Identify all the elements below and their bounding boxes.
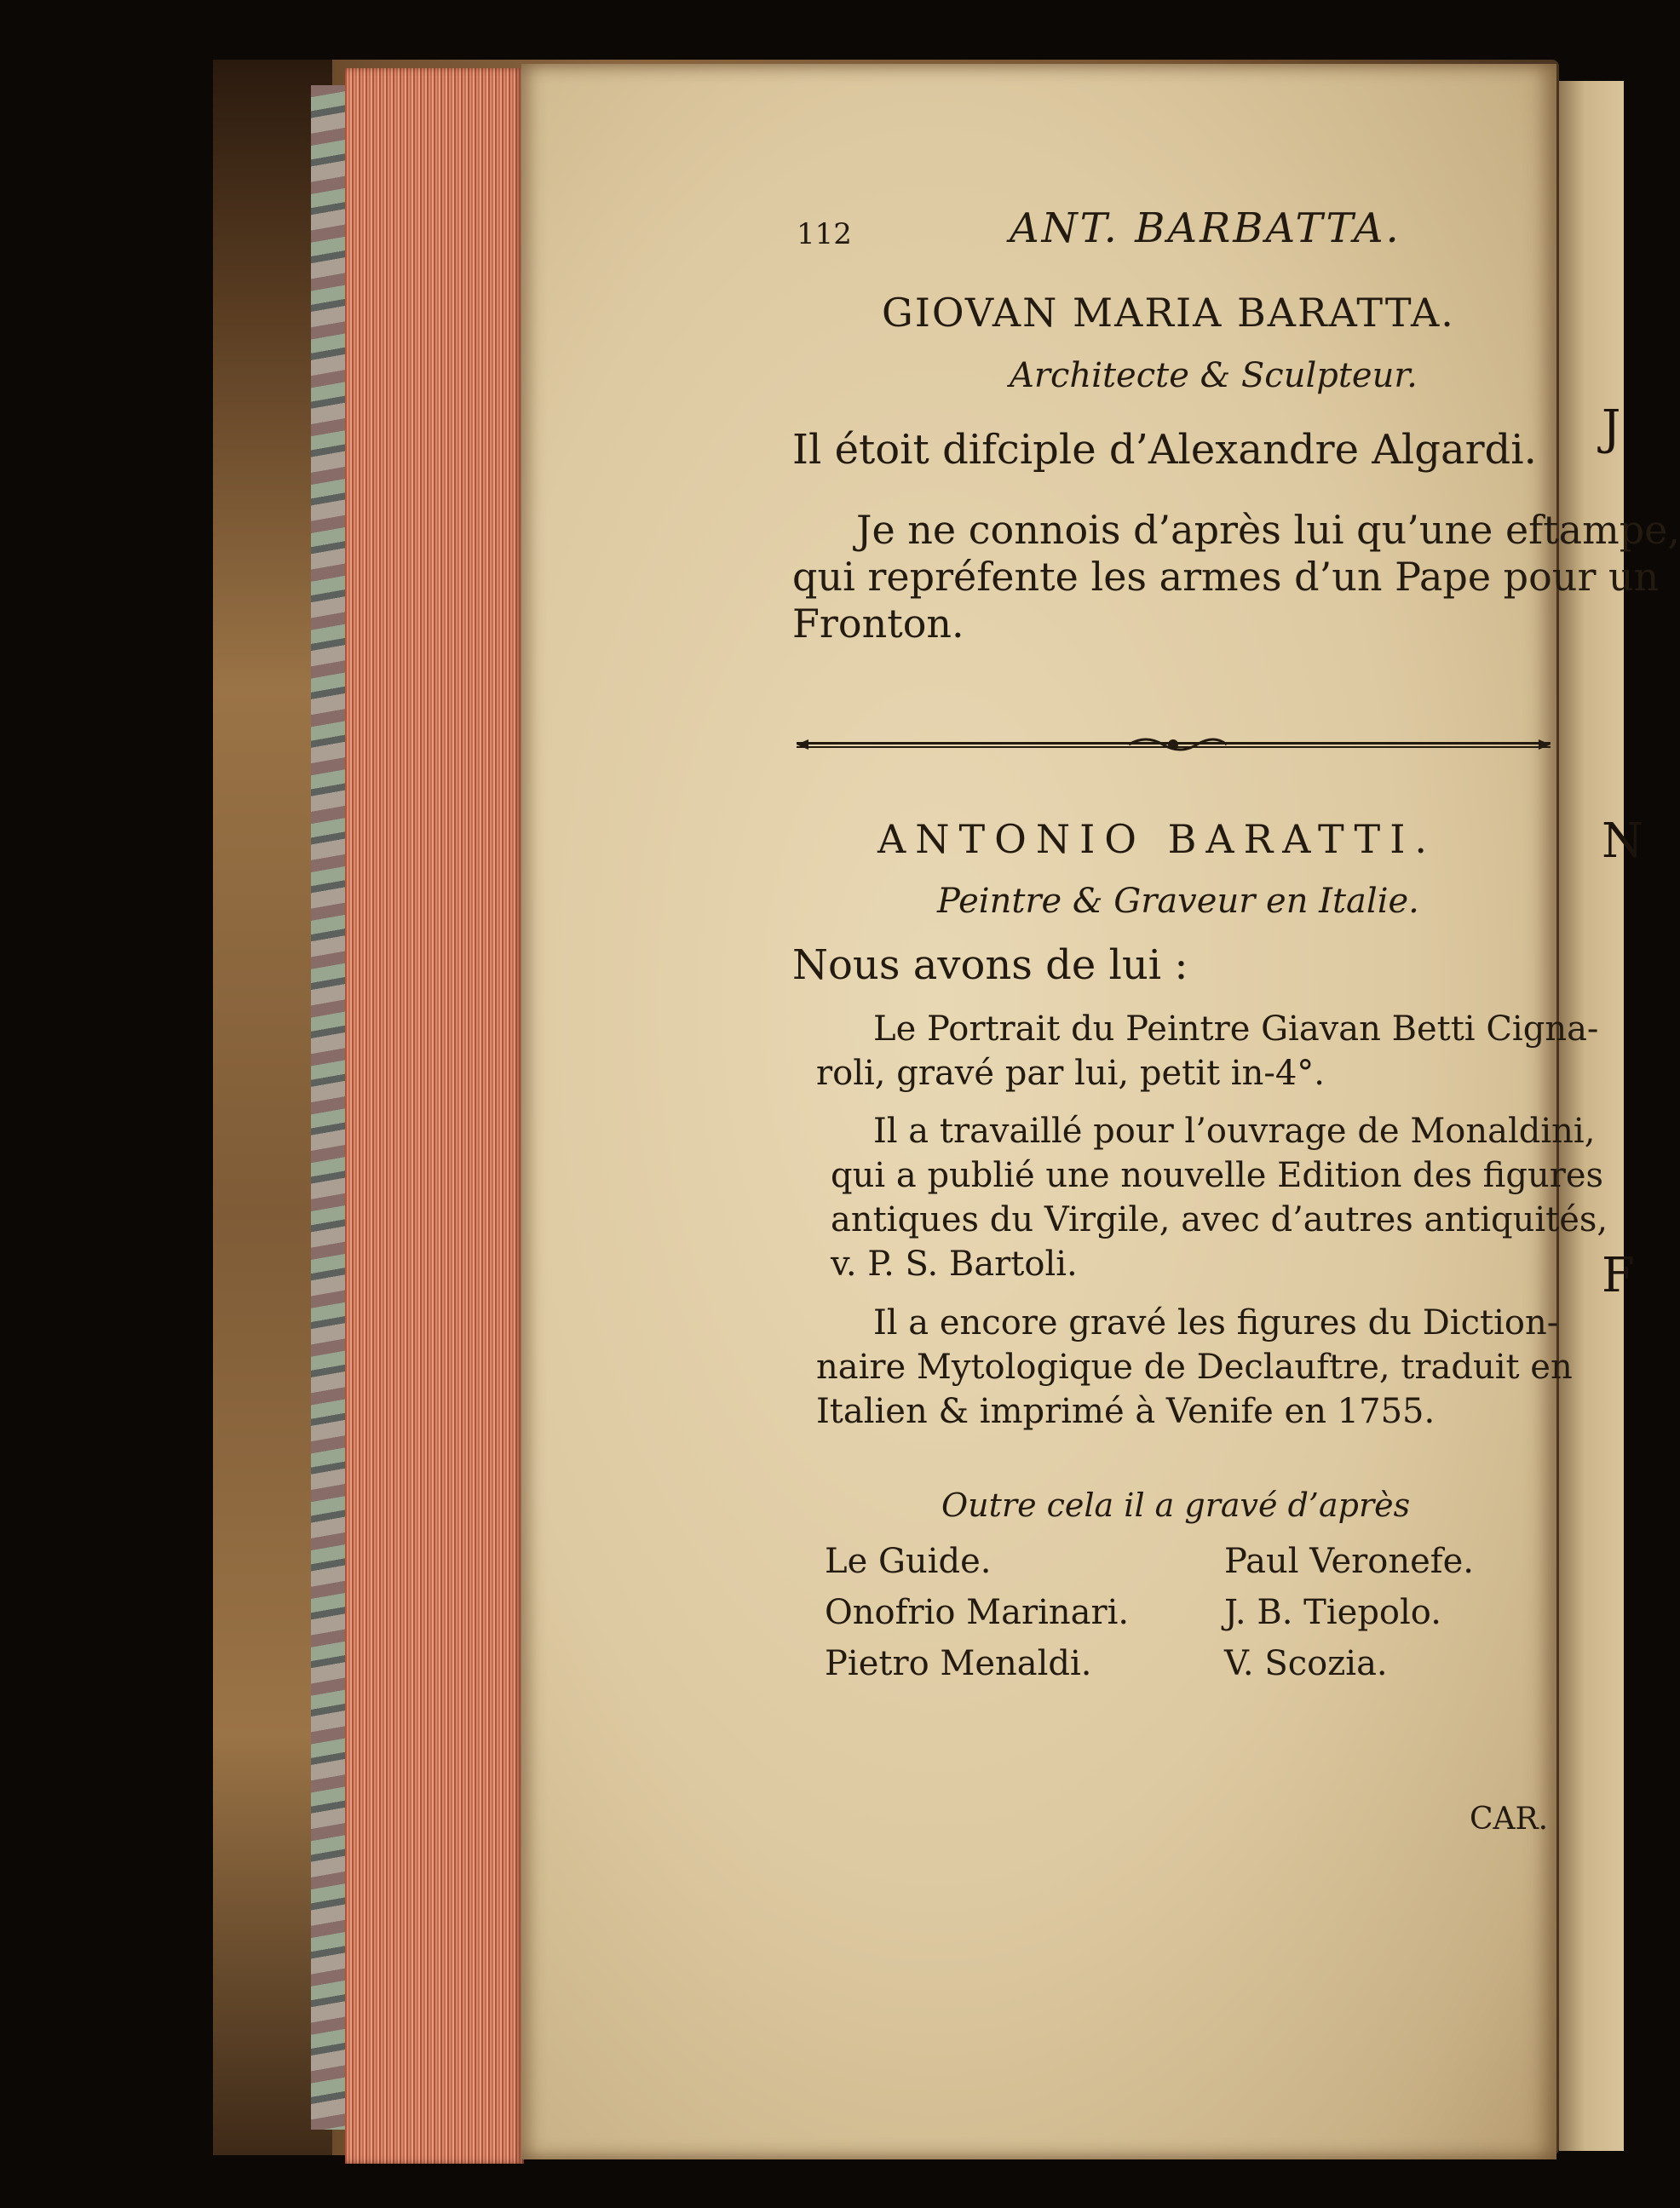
ornamental-divider	[797, 734, 1551, 755]
text-line: Fronton.	[792, 601, 964, 647]
text-line: Le Portrait du Peintre Giavan Betti Cigna-	[873, 1009, 1599, 1049]
entry-subtitle: Peintre & Graveur en Italie.	[937, 882, 1419, 921]
list-item: Paul Veronefe.	[1224, 1542, 1474, 1581]
page-number: 112	[797, 217, 852, 251]
entry-subtitle: Architecte & Sculpteur.	[1010, 356, 1418, 395]
text-line: Il a travaillé pour l’ouvrage de Monaldini,	[873, 1112, 1596, 1151]
text-line: Italien & imprimé à Venife en 1755.	[816, 1392, 1435, 1431]
text-line: v. P. S. Bartoli.	[831, 1245, 1078, 1284]
running-head: ANT. BARBATTA.	[1010, 204, 1401, 252]
entry-title: GIOVAN MARIA BARATTA.	[882, 290, 1455, 336]
text-line: qui a publié une nouvelle Edition des figures	[831, 1156, 1604, 1195]
facing-page-glyph: N	[1602, 814, 1643, 869]
text-line: Je ne connois d’après lui qu’une eftampe,	[856, 507, 1680, 553]
catchword: CAR.	[1470, 1802, 1549, 1837]
list-item: V. Scozia.	[1224, 1644, 1388, 1683]
list-heading: Outre cela il a gravé d’après	[941, 1486, 1411, 1524]
text-line: Il étoit difciple d’Alexandre Algardi.	[792, 426, 1537, 474]
text-line: qui repréfente les armes d’un Pape pour un	[792, 554, 1660, 600]
text-line: antiques du Virgile, avec d’autres antiquités,	[831, 1200, 1608, 1239]
facing-page-glyph: J	[1602, 400, 1621, 456]
list-item: Pietro Menaldi.	[825, 1644, 1092, 1683]
text-line: Il a encore gravé les figures du Diction-	[873, 1303, 1559, 1343]
list-item: J. B. Tiepolo.	[1224, 1593, 1441, 1632]
list-item: Le Guide.	[825, 1542, 992, 1581]
facing-page-glyph: F	[1602, 1248, 1635, 1303]
text-line: Nous avons de lui :	[792, 941, 1188, 989]
marbled-endpaper	[311, 85, 347, 2130]
text-line: roli, gravé par lui, petit in-4°.	[816, 1054, 1326, 1093]
page-edges	[345, 68, 524, 2164]
text-line: naire Mytologique de Declauftre, traduit en	[816, 1348, 1573, 1387]
list-item: Onofrio Marinari.	[825, 1593, 1130, 1632]
entry-title: ANTONIO BARATTI.	[877, 816, 1436, 862]
